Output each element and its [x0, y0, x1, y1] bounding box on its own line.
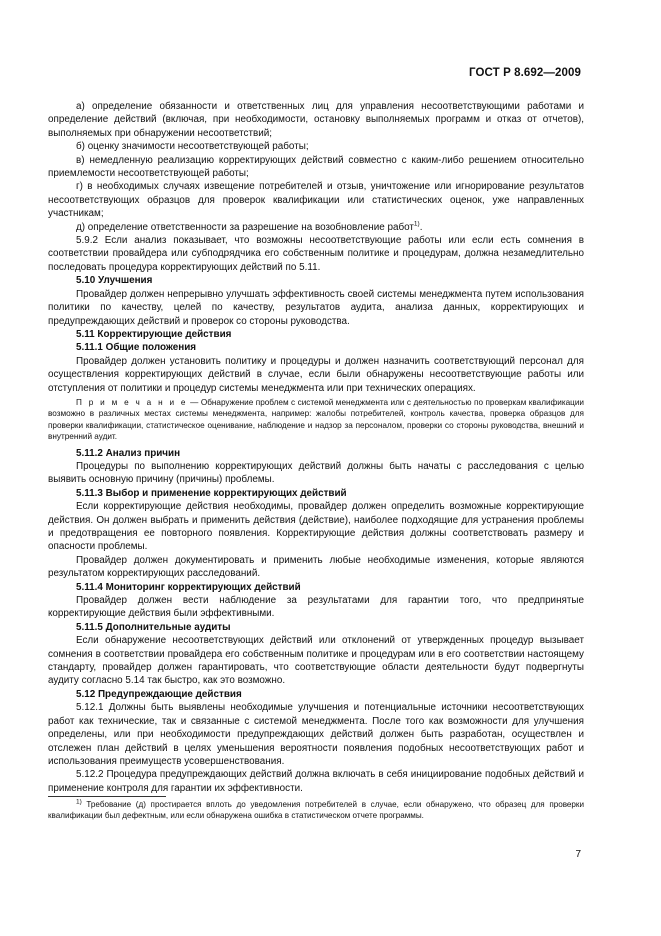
note-paragraph	[48, 397, 584, 443]
note-text: — Обнаружение проблем с системой менеджмента или с деятельностью по проверкам квалификации возможно в различных местах системы менеджмента, например: жалобы потребителей, контроль качества, проверка образцов для проверки квалификации, статистическое оценивание, наблюдение и надзор за персоналом, проверки со стороны руководства, внешний и внутренний аудит.	[48, 397, 585, 442]
list-item-a: а) определение обязанности и ответственных лиц для управления несоответствующими работами и определение действий (включая, при необходимости, остановку выполняемых программ и отказ от отчетов), выполняемых при обнаружении несоответствий;	[48, 101, 584, 139]
list-item-d: д) определение ответственности за разрешение на возобновление работ$^{1)}$.	[76, 220, 423, 233]
document-code: ГОСТ Р 8.692—2009	[469, 67, 581, 79]
heading-5-11-4: 5.11.4 Мониторинг корректирующих действий	[76, 581, 301, 593]
footnote-marker: 1)	[76, 798, 82, 806]
heading-5-11-5: 5.11.5 Дополнительные аудиты	[76, 621, 231, 633]
heading-5-11-3: 5.11.3 Выбор и применение корректирующих действий	[76, 487, 347, 499]
paragraph-5-11-2: Процедуры по выполнению корректирующих действий должны быть начаты с расследования с целью выявить основную причину (причины) проблемы.	[48, 460, 584, 486]
document-body	[48, 100, 584, 822]
footnote	[48, 799, 584, 821]
paragraph-5-11-4: Провайдер должен вести наблюдение за результатами для гарантии того, что предпринятые корректирующие действия были эффективными.	[48, 595, 584, 620]
paragraph-5-10: Провайдер должен непрерывно улучшать эффективность своей системы менеджмента путем использования политики по качеству, целей по качеству, результатов аудита, анализа данных, корректирующих и предупреждающих действий и проверок со стороны руководства.	[48, 288, 584, 327]
list-item-v: в) немедленную реализацию корректирующих действий совместно с каким-либо решением относительно приемлемости несоответствующей работы;	[48, 154, 584, 180]
heading-5-10: 5.10 Улучшения	[76, 275, 153, 287]
paragraph-5-12-2: 5.12.2 Процедура предупреждающих действий должна включать в себя инициирование подобных действий и применение контроля для гарантии их эффективности.	[48, 769, 584, 794]
footnote-text: Требование (д) простирается вплоть до уведомления потребителей в случае, если обнаружено, что образец для проверки квалификации был дефектным, или если обнаружена ошибка в статистическом отчете программы.	[48, 800, 584, 821]
list-item-b: б) оценку значимости несоответствующей работы;	[76, 141, 309, 153]
heading-5-11: 5.11 Корректирующие действия	[76, 328, 232, 340]
footnote-divider	[48, 796, 166, 797]
paragraph-5-9-2: 5.9.2 Если анализ показывает, что возможны несоответствующие работы или если есть сомнения в соответствии провайдера или субподрядчика его собственным политике и процедурам, должна незамедлительно последовать процедура корректирующих действий по 5.11.	[48, 235, 584, 273]
heading-5-12: 5.12 Предупреждающие действия	[76, 688, 242, 700]
list-item-d-text: д) определение ответственности за разрешение на возобновление работ	[76, 221, 414, 233]
paragraph-5-11-5: Если обнаружение несоответствующих действий или отклонений от утвержденных процедур вызывает сомнения в соответствии провайдера его собственным политике и процедурам или в его соответствии настоящему стандарту, провайдер должен гарантировать, что соответствующие области деятельности будут подвергнуты аудиту согласно 5.14 так быстро, как это возможно.	[48, 635, 584, 687]
list-item-g: г) в необходимых случаях извещение потребителей и отзыв, уничтожение или игнорирование результатов несоответствующих образцов для проверок квалификации или статистических оценок, уже направленных участникам;	[48, 181, 584, 220]
paragraph-5-11-1: Провайдер должен установить политику и процедуры и должен назначить соответствующий персонал для осуществления корректирующих действий в случае, если были обнаружены несоответствующие работы или отступления от политики и процедур системы менеджмента или при технических операциях.	[48, 355, 584, 394]
heading-5-11-2: 5.11.2 Анализ причин	[76, 447, 181, 459]
paragraph-5-11-3-a: Если корректирующие действия необходимы, провайдер должен определить возможные корректирующие действия. Он должен выбрать и применить действия (действие), наиболее подходящие для устранения проблемы и предотвращения ее повторного появления. Корректирующие действия должны соответствовать размеру и опасности проблемы.	[48, 501, 584, 553]
heading-5-11-1: 5.11.1 Общие положения	[76, 342, 197, 354]
footnote-ref: 1)	[413, 220, 420, 228]
paragraph-5-12-1: 5.12.1 Должны быть выявлены необходимые улучшения и потенциальные источники несоответствующих работ как технические, так и связанные с системой менеджмента. После того как возможности для улучшения определены, или при необходимости предупреждающих действий должен быть разработан, осуществлен и отслежен план действий в целях уменьшения вероятности появления подобных несоответствующих работ и использования преимуществ усовершенствования.	[48, 702, 584, 767]
note-label: П р и м е ч а н и е	[76, 397, 188, 407]
page-number: 7	[575, 849, 581, 860]
paragraph-5-11-3-b: Провайдер должен документировать и применить любые необходимые изменения, которые являются результатом корректирующих расследований.	[48, 554, 584, 580]
